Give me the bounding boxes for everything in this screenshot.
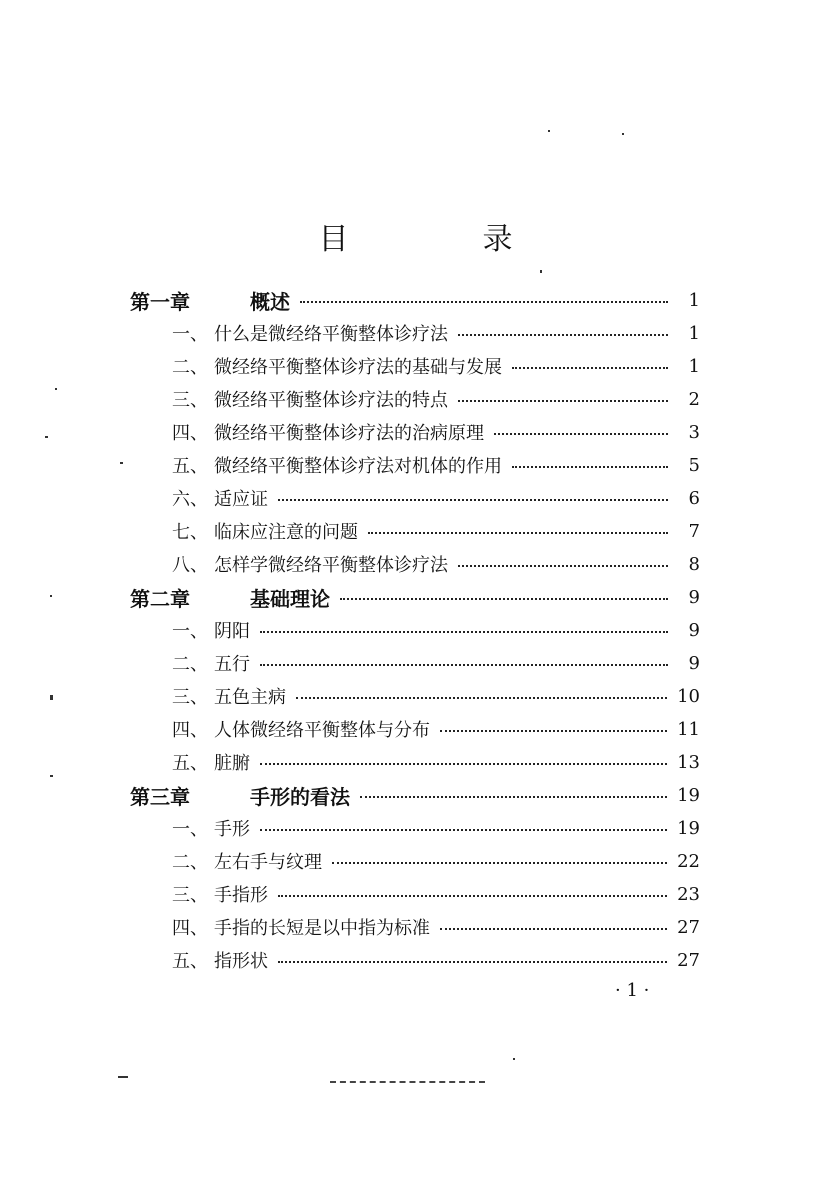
page-ref: 1 <box>688 289 700 311</box>
dot-leader <box>278 499 668 501</box>
page-ref: 10 <box>677 685 700 707</box>
toc-section-row <box>172 747 700 777</box>
page-ref: 1 <box>688 355 700 377</box>
section-title: 手形 <box>214 819 250 840</box>
section-number: 五、 <box>172 951 208 972</box>
section-title: 五行 <box>214 654 250 675</box>
toc-section-row <box>172 450 700 480</box>
dot-leader <box>260 763 667 765</box>
section-number: 二、 <box>172 357 208 378</box>
section-title: 微经络平衡整体诊疗法对机体的作用 <box>214 456 502 477</box>
toc-chapter-row <box>130 780 700 810</box>
toc-section-row <box>172 912 700 942</box>
dot-leader <box>440 928 667 930</box>
dot-leader <box>440 730 667 732</box>
dot-leader <box>458 334 668 336</box>
page-ref: 13 <box>677 751 700 773</box>
dot-leader <box>260 631 668 633</box>
scan-speck <box>548 130 550 132</box>
section-number: 三、 <box>172 885 208 906</box>
section-number: 三、 <box>172 390 208 411</box>
scan-speck <box>513 1058 515 1060</box>
toc-section-row <box>172 516 700 546</box>
page-ref: 6 <box>688 487 700 509</box>
bottom-rule <box>330 1081 485 1083</box>
page-ref: 9 <box>688 619 700 641</box>
chapter-title: 基础理论 <box>250 586 330 611</box>
dot-leader <box>360 796 667 798</box>
toc-chapter-row <box>130 582 700 612</box>
dot-leader <box>260 664 668 666</box>
toc-section-row <box>172 615 700 645</box>
toc-section-row <box>172 351 700 381</box>
page-ref: 7 <box>688 520 700 542</box>
page-number: · 1 · <box>615 980 650 1001</box>
section-title: 怎样学微经络平衡整体诊疗法 <box>214 555 448 576</box>
page-ref: 22 <box>677 850 700 872</box>
section-number: 七、 <box>172 522 208 543</box>
chapter-title: 手形的看法 <box>250 784 350 809</box>
section-title: 微经络平衡整体诊疗法的基础与发展 <box>214 357 502 378</box>
toc-section-row <box>172 846 700 876</box>
dot-leader <box>332 862 667 864</box>
chapter-title: 概述 <box>250 289 290 314</box>
page-ref: 27 <box>677 949 700 971</box>
toc-section-row <box>172 879 700 909</box>
scan-speck <box>622 133 624 135</box>
scan-speck <box>55 388 57 390</box>
toc-section-row <box>172 417 700 447</box>
section-title: 阴阳 <box>214 621 250 642</box>
dot-leader <box>296 697 667 699</box>
section-number: 六、 <box>172 489 208 510</box>
section-number: 一、 <box>172 819 208 840</box>
toc-section-row <box>172 648 700 678</box>
section-number: 一、 <box>172 324 208 345</box>
section-title: 左右手与纹理 <box>214 852 322 873</box>
dot-leader <box>278 895 667 897</box>
scan-speck <box>45 436 48 438</box>
chapter-number: 第一章 <box>130 289 190 314</box>
page-ref: 1 <box>688 322 700 344</box>
section-title: 手指的长短是以中指为标准 <box>214 918 430 939</box>
dot-leader <box>494 433 668 435</box>
section-number: 一、 <box>172 621 208 642</box>
section-number: 五、 <box>172 456 208 477</box>
toc-section-row <box>172 681 700 711</box>
page-ref: 23 <box>677 883 700 905</box>
page-ref: 8 <box>688 553 700 575</box>
section-number: 二、 <box>172 852 208 873</box>
section-number: 五、 <box>172 753 208 774</box>
toc-section-row <box>172 318 700 348</box>
toc-section-row <box>172 714 700 744</box>
page-ref: 9 <box>688 652 700 674</box>
dot-leader <box>368 532 668 534</box>
dot-leader <box>300 301 668 303</box>
scan-speck <box>50 695 53 700</box>
section-title: 微经络平衡整体诊疗法的特点 <box>214 390 448 411</box>
toc-section-row <box>172 483 700 513</box>
chapter-number: 第三章 <box>130 784 190 809</box>
section-title: 微经络平衡整体诊疗法的治病原理 <box>214 423 484 444</box>
page-ref: 11 <box>677 718 700 740</box>
section-title: 什么是微经络平衡整体诊疗法 <box>214 324 448 345</box>
toc-chapter-row <box>130 285 700 315</box>
toc-section-row <box>172 945 700 975</box>
dot-leader <box>458 400 668 402</box>
section-title: 指形状 <box>214 951 268 972</box>
scan-speck <box>50 775 53 777</box>
section-number: 三、 <box>172 687 208 708</box>
dot-leader <box>260 829 667 831</box>
section-title: 临床应注意的问题 <box>214 522 358 543</box>
dot-leader <box>512 466 668 468</box>
section-title: 人体微经络平衡整体与分布 <box>214 720 430 741</box>
page-ref: 2 <box>688 388 700 410</box>
page-ref: 5 <box>688 454 700 476</box>
chapter-number: 第二章 <box>130 586 190 611</box>
scan-speck <box>540 270 542 273</box>
section-title: 手指形 <box>214 885 268 906</box>
section-title: 适应证 <box>214 489 268 510</box>
dot-leader <box>512 367 668 369</box>
section-title: 五色主病 <box>214 687 286 708</box>
page-title: 目 录 <box>318 222 565 257</box>
toc-section-row <box>172 813 700 843</box>
section-title: 脏腑 <box>214 753 250 774</box>
dot-leader <box>458 565 668 567</box>
dot-leader <box>278 961 667 963</box>
page-ref: 3 <box>688 421 700 443</box>
scan-speck <box>50 595 52 597</box>
scan-speck <box>118 1076 128 1078</box>
dot-leader <box>340 598 668 600</box>
toc-section-row <box>172 549 700 579</box>
toc-section-row <box>172 384 700 414</box>
page-ref: 9 <box>688 586 700 608</box>
section-number: 二、 <box>172 654 208 675</box>
page-ref: 19 <box>677 784 700 806</box>
section-number: 四、 <box>172 423 208 444</box>
scan-speck <box>120 462 123 464</box>
page-ref: 19 <box>677 817 700 839</box>
section-number: 八、 <box>172 555 208 576</box>
section-number: 四、 <box>172 918 208 939</box>
page-ref: 27 <box>677 916 700 938</box>
section-number: 四、 <box>172 720 208 741</box>
